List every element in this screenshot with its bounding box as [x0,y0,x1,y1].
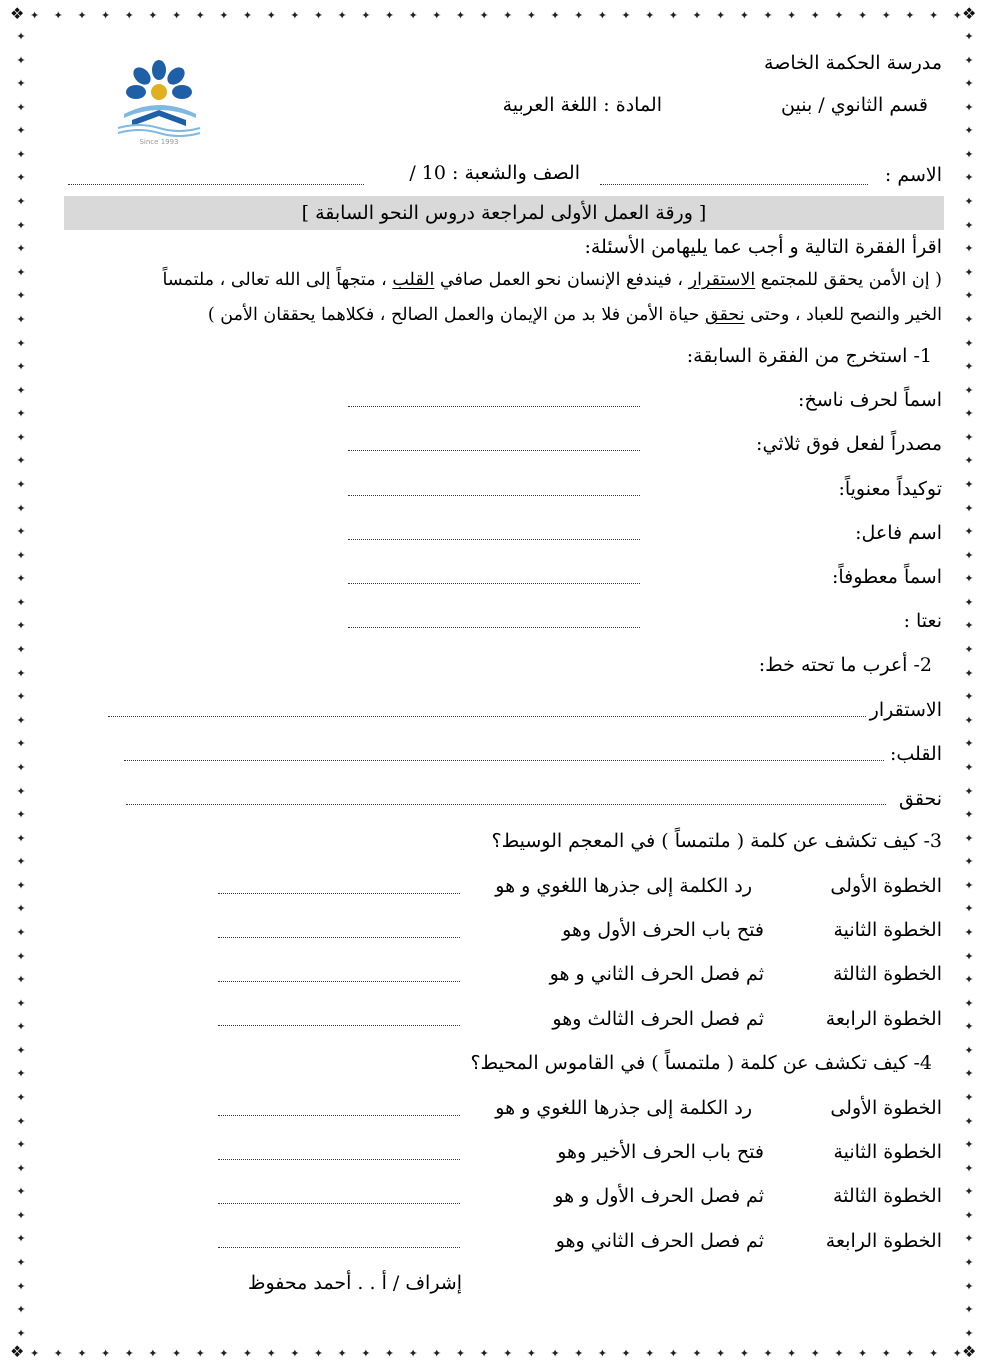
q1-item: توكيداً معنوياً: [838,478,942,500]
q2-item: نحقق [898,788,942,810]
step-label: الخطوة الرابعة [825,1230,942,1252]
border-ornament-icon: ✦ [16,925,26,939]
step-label: الخطوة الثانية [833,919,942,941]
border-ornament-icon: ✦ [313,8,324,22]
border-ornament-icon: ✦ [964,430,974,444]
passage-line-1: ( إن الأمن يحقق للمجتمع الاستقرار ، فيندفع الإنسان نحو العمل صافي القلب ، متجهاً إلى الله تعالى ، ملتمساً [162,270,942,290]
border-ornament-icon: ✦ [266,8,276,22]
border-ornament-icon: ✦ [964,1279,974,1293]
step-text: رد الكلمة إلى جذرها اللغوي و هو [495,875,752,897]
border-ornament-icon: ✦ [597,1346,607,1360]
bottom-border [30,1346,962,1360]
border-ornament-icon: ✦ [290,8,300,22]
subject: المادة : اللغة العربية [502,94,662,116]
border-ornament-icon: ✦ [479,1346,489,1360]
border-ornament-icon: ✦ [16,360,26,374]
border-ornament-icon: ✦ [964,477,974,491]
answer-line[interactable] [348,450,640,451]
border-ornament-icon: ✦ [337,8,347,22]
q1-item: اسماً لحرف ناسخ: [798,389,942,411]
border-ornament-icon: ✦ [16,1279,26,1293]
border-ornament-icon: ✦ [242,1346,253,1360]
border-ornament-icon: ✦ [597,8,607,22]
border-ornament-icon: ✦ [313,1346,324,1360]
underlined-word: نحقق [704,305,745,325]
border-ornament-icon: ✦ [964,1256,974,1270]
corner-ornament-icon: ❖ [10,4,25,23]
border-ornament-icon: ✦ [16,572,26,586]
border-ornament-icon: ✦ [16,949,26,963]
border-ornament-icon: ✦ [16,407,26,421]
border-ornament-icon: ✦ [964,1091,974,1105]
border-ornament-icon: ✦ [16,1114,26,1128]
answer-line[interactable] [218,893,460,894]
border-ornament-icon: ✦ [526,8,536,22]
border-ornament-icon: ✦ [645,8,655,22]
border-ornament-icon: ✦ [432,1346,442,1360]
q1-item: اسم فاعل: [855,522,942,544]
border-ornament-icon: ✦ [171,1346,182,1360]
border-ornament-icon: ✦ [964,690,974,704]
border-ornament-icon: ✦ [16,1138,26,1152]
border-ornament-icon: ✦ [290,1346,300,1360]
border-ornament-icon: ✦ [964,572,974,586]
border-ornament-icon: ✦ [964,949,974,963]
border-ornament-icon: ✦ [16,53,26,67]
border-ornament-icon: ✦ [16,1185,26,1199]
border-ornament-icon: ✦ [928,8,939,22]
border-ornament-icon: ✦ [16,312,26,326]
step-label: الخطوة الأولى [830,1097,942,1119]
border-ornament-icon: ✦ [964,784,974,798]
q2-item: القلب: [889,743,942,765]
border-ornament-icon: ✦ [361,1346,371,1360]
instructions: اقرأ الفقرة التالية و أجب عما يليهامن الأسئلة: [584,236,942,258]
border-ornament-icon: ✦ [964,548,974,562]
border-ornament-icon: ✦ [964,147,974,161]
border-ornament-icon: ✦ [16,690,26,704]
answer-line[interactable] [348,406,640,407]
border-ornament-icon: ✦ [964,831,974,845]
border-ornament-icon: ✦ [763,1346,773,1360]
border-ornament-icon: ✦ [645,1346,655,1360]
border-ornament-icon: ✦ [16,1161,26,1175]
border-ornament-icon: ✦ [124,8,134,22]
answer-line[interactable] [218,937,460,938]
step-label: الخطوة الثانية [833,1141,942,1163]
border-ornament-icon: ✦ [455,8,466,22]
border-ornament-icon: ✦ [964,336,974,350]
border-ornament-icon: ✦ [964,312,974,326]
q2-item: الاستقرار [869,699,942,721]
border-ornament-icon: ✦ [16,171,26,185]
border-ornament-icon: ✦ [100,1346,111,1360]
step-text: ثم فصل الحرف الثالث وهو [552,1008,764,1030]
border-ornament-icon: ✦ [30,8,40,22]
border-ornament-icon: ✦ [53,8,63,22]
border-ornament-icon: ✦ [503,1346,513,1360]
border-ornament-icon: ✦ [16,808,26,822]
border-ornament-icon: ✦ [964,77,974,91]
corner-ornament-icon: ❖ [962,4,977,23]
name-field[interactable] [600,184,868,185]
border-ornament-icon: ✦ [574,8,584,22]
border-ornament-icon: ✦ [16,124,26,138]
border-ornament-icon: ✦ [787,8,797,22]
border-ornament-icon: ✦ [964,289,974,303]
logo-caption: Since 1993 [139,138,179,146]
border-ornament-icon: ✦ [810,8,820,22]
border-ornament-icon: ✦ [621,1346,631,1360]
border-ornament-icon: ✦ [16,242,26,256]
border-ornament-icon: ✦ [834,1346,844,1360]
border-ornament-icon: ✦ [16,265,26,279]
q1-item: مصدراً لفعل فوق ثلاثي: [756,433,942,455]
border-ornament-icon: ✦ [964,713,974,727]
border-ornament-icon: ✦ [526,1346,536,1360]
border-ornament-icon: ✦ [408,1346,418,1360]
answer-line[interactable] [348,539,640,540]
answer-line[interactable] [126,804,886,805]
border-ornament-icon: ✦ [479,8,489,22]
q1-title: 1- استخرج من الفقرة السابقة: [686,345,932,367]
q1-item: اسماً معطوفاً: [831,566,942,588]
border-ornament-icon: ✦ [432,8,442,22]
border-ornament-icon: ✦ [16,1091,26,1105]
border-ornament-icon: ✦ [16,1303,26,1317]
border-ornament-icon: ✦ [964,171,974,185]
border-ornament-icon: ✦ [964,100,974,114]
border-ornament-icon: ✦ [964,925,974,939]
border-ornament-icon: ✦ [16,77,26,91]
step-text: رد الكلمة إلى جذرها اللغوي و هو [495,1097,752,1119]
border-ornament-icon: ✦ [964,218,974,232]
border-ornament-icon: ✦ [964,1138,974,1152]
step-label: الخطوة الثالثة [832,1185,942,1207]
border-ornament-icon: ✦ [763,8,773,22]
answer-line[interactable] [348,627,640,628]
border-ornament-icon: ✦ [964,501,974,515]
border-ornament-icon: ✦ [16,383,26,397]
border-ornament-icon: ✦ [16,713,26,727]
border-ornament-icon: ✦ [16,760,26,774]
border-ornament-icon: ✦ [148,8,158,22]
border-ornament-icon: ✦ [964,855,974,869]
border-ornament-icon: ✦ [964,242,974,256]
step-text: ثم فصل الحرف الثاني و هو [549,963,764,985]
border-ornament-icon: ✦ [964,1185,974,1199]
answer-line[interactable] [218,1203,460,1204]
border-ornament-icon: ✦ [219,8,229,22]
border-ornament-icon: ✦ [692,8,702,22]
border-ornament-icon: ✦ [964,643,974,657]
border-ornament-icon: ✦ [16,996,26,1010]
border-ornament-icon: ✦ [964,1020,974,1034]
border-ornament-icon: ✦ [857,1346,868,1360]
border-ornament-icon: ✦ [964,407,974,421]
border-ornament-icon: ✦ [77,1346,87,1360]
border-ornament-icon: ✦ [16,1326,26,1340]
border-ornament-icon: ✦ [16,1020,26,1034]
border-ornament-icon: ✦ [857,8,868,22]
border-ornament-icon: ✦ [550,8,560,22]
border-ornament-icon: ✦ [964,1043,974,1057]
border-ornament-icon: ✦ [964,454,974,468]
border-ornament-icon: ✦ [16,477,26,491]
worksheet-title: [ ورقة العمل الأولى لمراجعة دروس النحو السابقة ] [64,196,944,230]
border-ornament-icon: ✦ [739,8,749,22]
border-ornament-icon: ✦ [881,1346,891,1360]
step-text: ثم فصل الحرف الأول و هو [554,1185,764,1207]
border-ornament-icon: ✦ [16,1208,26,1222]
border-ornament-icon: ✦ [964,383,974,397]
answer-line[interactable] [218,1159,460,1160]
border-ornament-icon: ✦ [16,831,26,845]
answer-line[interactable] [124,760,884,761]
border-ornament-icon: ✦ [16,855,26,869]
q2-title: 2- أعرب ما تحته خط: [758,654,932,676]
school-logo [104,56,214,146]
border-ornament-icon: ✦ [964,124,974,138]
border-ornament-icon: ✦ [124,1346,134,1360]
q1-item: نعتا : [903,610,942,632]
border-ornament-icon: ✦ [964,878,974,892]
border-ornament-icon: ✦ [16,548,26,562]
border-ornament-icon: ✦ [964,996,974,1010]
step-label: الخطوة الأولى [830,875,942,897]
corner-ornament-icon: ❖ [962,1342,977,1361]
border-ornament-icon: ✦ [16,289,26,303]
border-ornament-icon: ✦ [621,8,631,22]
border-ornament-icon: ✦ [16,218,26,232]
corner-ornament-icon: ❖ [10,1342,25,1361]
border-ornament-icon: ✦ [964,595,974,609]
underlined-word: القلب [392,270,435,290]
border-ornament-icon: ✦ [881,8,891,22]
top-border [30,8,962,22]
answer-line[interactable] [218,1115,460,1116]
border-ornament-icon: ✦ [503,8,513,22]
border-ornament-icon: ✦ [964,1114,974,1128]
border-ornament-icon: ✦ [964,619,974,633]
border-ornament-icon: ✦ [16,973,26,987]
border-ornament-icon: ✦ [16,1043,26,1057]
border-ornament-icon: ✦ [171,8,182,22]
step-text: ثم فصل الحرف الثاني وهو [555,1230,764,1252]
border-ornament-icon: ✦ [716,8,726,22]
border-ornament-icon: ✦ [53,1346,63,1360]
border-ornament-icon: ✦ [810,1346,820,1360]
border-ornament-icon: ✦ [952,1346,962,1360]
left-border [14,30,28,1340]
right-border [962,30,976,1340]
border-ornament-icon: ✦ [266,1346,276,1360]
border-ornament-icon: ✦ [16,1256,26,1270]
border-ornament-icon: ✦ [16,1067,26,1081]
border-ornament-icon: ✦ [16,666,26,680]
answer-line[interactable] [218,981,460,982]
passage-line-2: الخير والنصح للعباد ، وحتى نحقق حياة الأمن فلا بد من الإيمان والعمل الصالح ، فكلاهما يحققان الأمن ) [207,305,942,325]
border-ornament-icon: ✦ [16,595,26,609]
border-ornament-icon: ✦ [16,30,26,43]
border-ornament-icon: ✦ [408,8,418,22]
border-ornament-icon: ✦ [905,1346,915,1360]
border-ornament-icon: ✦ [834,8,844,22]
border-ornament-icon: ✦ [16,784,26,798]
supervisor: إشراف / أ . . أحمد محفوظ [247,1272,462,1294]
border-ornament-icon: ✦ [16,737,26,751]
q3-title: 3- كيف تكشف عن كلمة ( ملتمساً ) في المعجم الوسيط؟ [491,830,942,852]
border-ornament-icon: ✦ [16,195,26,209]
border-ornament-icon: ✦ [16,100,26,114]
border-ornament-icon: ✦ [964,808,974,822]
border-ornament-icon: ✦ [964,737,974,751]
logo-emblem-icon [104,56,214,146]
border-ornament-icon: ✦ [692,1346,702,1360]
border-ornament-icon: ✦ [16,430,26,444]
border-ornament-icon: ✦ [455,1346,466,1360]
border-ornament-icon: ✦ [195,8,205,22]
border-ornament-icon: ✦ [964,1208,974,1222]
answer-line[interactable] [348,583,640,584]
class-label: الصف والشعبة : 10 / [409,162,580,184]
border-ornament-icon: ✦ [964,195,974,209]
border-ornament-icon: ✦ [16,147,26,161]
answer-line[interactable] [218,1025,460,1026]
step-label: الخطوة الثالثة [832,963,942,985]
border-ornament-icon: ✦ [964,1232,974,1246]
border-ornament-icon: ✦ [964,265,974,279]
answer-line[interactable] [348,495,640,496]
border-ornament-icon: ✦ [16,501,26,515]
answer-line[interactable] [218,1247,460,1248]
name-label: الاسم : [884,164,942,186]
answer-line[interactable] [108,716,866,717]
border-ornament-icon: ✦ [574,1346,584,1360]
border-ornament-icon: ✦ [16,619,26,633]
border-ornament-icon: ✦ [964,760,974,774]
border-ornament-icon: ✦ [964,53,974,67]
border-ornament-icon: ✦ [16,1232,26,1246]
school-name: مدرسة الحكمة الخاصة [764,52,942,74]
step-text: فتح باب الحرف الأخير وهو [557,1141,764,1163]
border-ornament-icon: ✦ [16,902,26,916]
border-ornament-icon: ✦ [739,1346,749,1360]
border-ornament-icon: ✦ [361,8,371,22]
border-ornament-icon: ✦ [550,1346,560,1360]
border-ornament-icon: ✦ [16,878,26,892]
border-ornament-icon: ✦ [964,1326,974,1340]
border-ornament-icon: ✦ [384,1346,395,1360]
border-ornament-icon: ✦ [337,1346,347,1360]
border-ornament-icon: ✦ [964,360,974,374]
class-field[interactable] [68,184,364,185]
border-ornament-icon: ✦ [219,1346,229,1360]
border-ornament-icon: ✦ [668,1346,678,1360]
border-ornament-icon: ✦ [952,8,962,22]
underlined-word: الاستقرار [688,270,756,290]
border-ornament-icon: ✦ [100,8,111,22]
border-ornament-icon: ✦ [964,902,974,916]
step-text: فتح باب الحرف الأول وهو [562,919,764,941]
border-ornament-icon: ✦ [928,1346,939,1360]
border-ornament-icon: ✦ [964,525,974,539]
border-ornament-icon: ✦ [964,30,974,43]
border-ornament-icon: ✦ [77,8,87,22]
border-ornament-icon: ✦ [16,454,26,468]
border-ornament-icon: ✦ [148,1346,158,1360]
border-ornament-icon: ✦ [964,1161,974,1175]
border-ornament-icon: ✦ [384,8,395,22]
border-ornament-icon: ✦ [195,1346,205,1360]
step-label: الخطوة الرابعة [825,1008,942,1030]
border-ornament-icon: ✦ [16,525,26,539]
border-ornament-icon: ✦ [964,1067,974,1081]
border-ornament-icon: ✦ [964,1303,974,1317]
border-ornament-icon: ✦ [905,8,915,22]
department: قسم الثانوي / بنين [781,94,928,116]
q4-title: 4- كيف تكشف عن كلمة ( ملتمساً ) في القاموس المحيط؟ [470,1052,932,1074]
border-ornament-icon: ✦ [964,666,974,680]
border-ornament-icon: ✦ [668,8,678,22]
border-ornament-icon: ✦ [30,1346,40,1360]
border-ornament-icon: ✦ [787,1346,797,1360]
border-ornament-icon: ✦ [964,973,974,987]
border-ornament-icon: ✦ [16,643,26,657]
border-ornament-icon: ✦ [16,336,26,350]
border-ornament-icon: ✦ [242,8,253,22]
border-ornament-icon: ✦ [716,1346,726,1360]
